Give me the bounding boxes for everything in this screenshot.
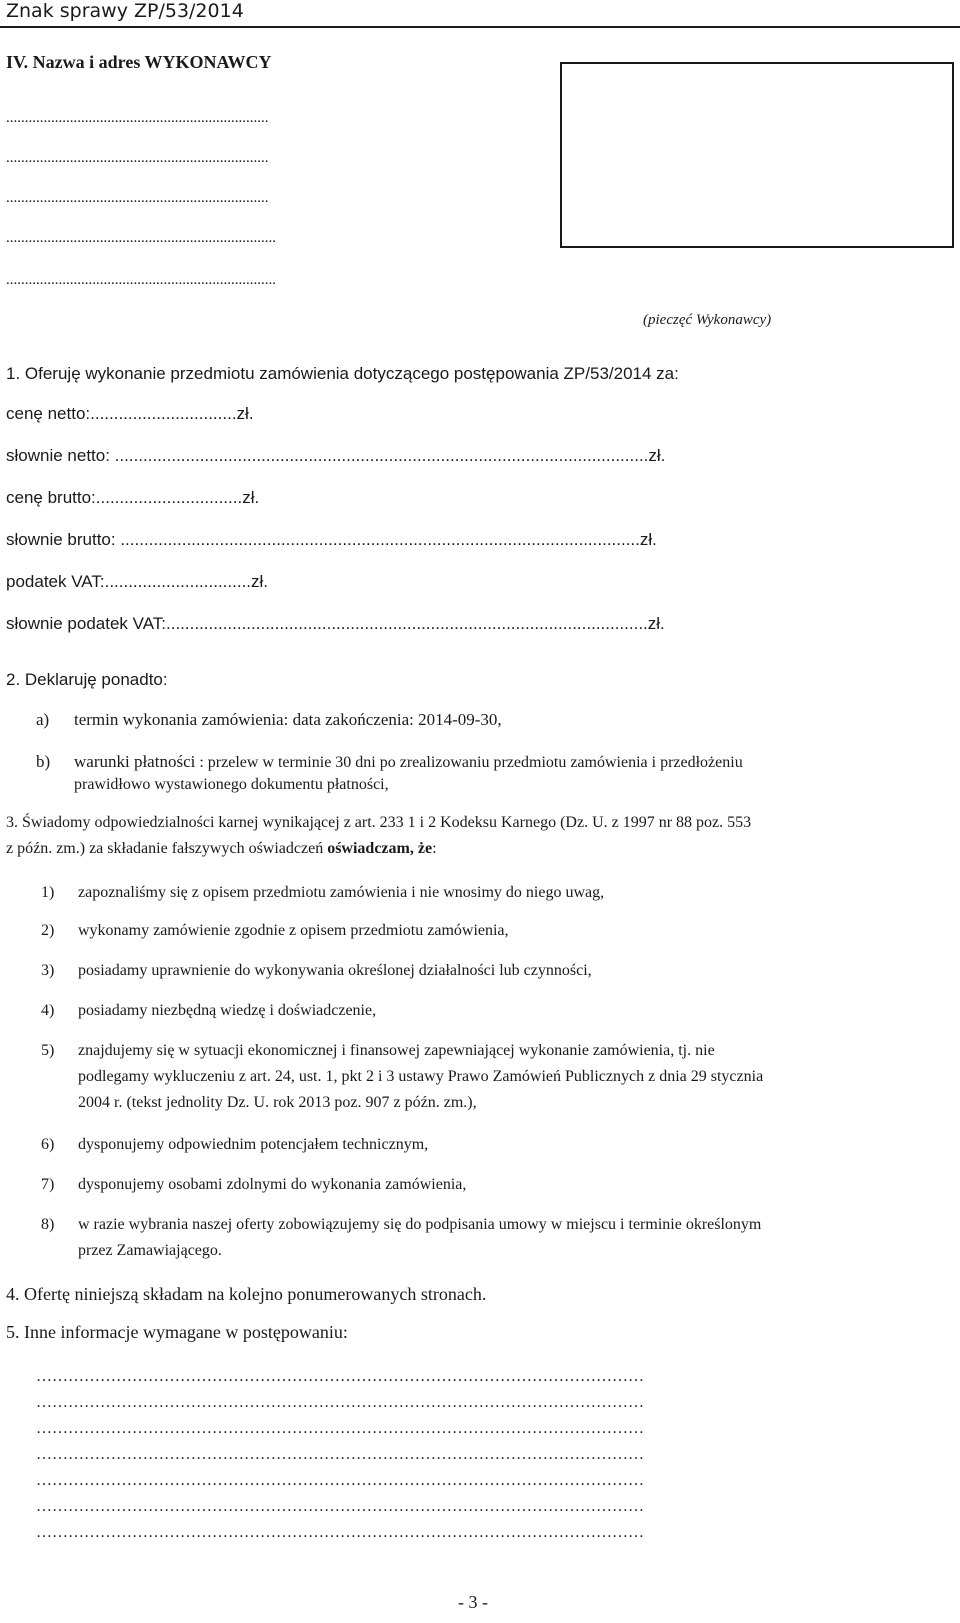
- statements-intro-start: z późn. zm.) za składanie fałszywych oświadczeń: [6, 840, 328, 857]
- address-line: ......................................................................: [6, 110, 269, 126]
- statement-number: 4): [41, 1002, 55, 1019]
- address-line: ........................................................................: [6, 272, 276, 288]
- gross-price-words: słownie brutto: ..............................................................................................................zł.: [6, 530, 657, 549]
- statement-text: dysponujemy osobami zdolnymi do wykonania zamówienia,: [78, 1176, 467, 1193]
- other-info-line: ……………………………………………………………………………………………………: [36, 1394, 644, 1411]
- statements-intro-continuation: [6, 840, 437, 858]
- statements-declare-bold: oświadczam, że: [327, 840, 433, 857]
- page-header: [0, 0, 960, 28]
- declaration-item-label: a): [36, 710, 50, 729]
- statement-number: 5): [41, 1042, 55, 1059]
- statement-text-continuation: 2004 r. (tekst jednolity Dz. U. rok 2013 poz. 907 z późn. zm.),: [78, 1094, 477, 1111]
- address-line: ......................................................................: [6, 190, 269, 206]
- statement-number: 8): [41, 1216, 55, 1233]
- other-info-line: ……………………………………………………………………………………………………: [36, 1524, 644, 1541]
- stamp-caption: (pieczęć Wykonawcy): [643, 312, 772, 328]
- statement-number: 7): [41, 1176, 55, 1193]
- page-number: - 3 -: [458, 1592, 488, 1612]
- contractor-stamp-box: [560, 62, 954, 248]
- statement-number: 1): [41, 884, 55, 901]
- payment-terms-detail: : przelew w terminie 30 dni po zrealizowaniu przedmiotu zamówienia i przedłożeniu: [195, 754, 743, 771]
- other-info-title: 5. Inne informacje wymagane w postępowaniu:: [6, 1322, 348, 1342]
- other-info-line: ……………………………………………………………………………………………………: [36, 1472, 644, 1489]
- statement-text: posiadamy niezbędną wiedzę i doświadczenie,: [78, 1002, 377, 1019]
- payment-terms-continuation: prawidłowo wystawionego dokumentu płatności,: [74, 776, 389, 793]
- payment-terms-text: [74, 752, 743, 772]
- gross-price: cenę brutto:...............................zł.: [6, 488, 260, 507]
- statements-intro-end: :: [432, 840, 437, 857]
- statement-number: 3): [41, 962, 55, 979]
- other-info-line: ……………………………………………………………………………………………………: [36, 1420, 644, 1437]
- statement-text: w razie wybrania naszej oferty zobowiązujemy się do podpisania umowy w miejscu i terminie określonym: [78, 1216, 762, 1233]
- vat-amount-words: słownie podatek VAT:......................................................................................................zł.: [6, 614, 665, 633]
- address-line: ......................................................................: [6, 150, 269, 166]
- other-info-line: ……………………………………………………………………………………………………: [36, 1368, 644, 1385]
- statement-text: dysponujemy odpowiednim potencjałem technicznym,: [78, 1136, 429, 1153]
- statement-text: znajdujemy się w sytuacji ekonomicznej i finansowej zapewniającej wykonanie zamówienia, tj. nie: [78, 1042, 715, 1059]
- statement-text: posiadamy uprawnienie do wykonywania określonej działalności lub czynności,: [78, 962, 592, 979]
- net-price-words: słownie netto: .................................................................................................................zł.: [6, 446, 666, 465]
- offer-intro: 1. Oferuję wykonanie przedmiotu zamówienia dotyczącego postępowania ZP/53/2014 za:: [6, 364, 679, 383]
- section-title-contractor: IV. Nazwa i adres WYKONAWCY: [6, 52, 272, 72]
- address-line: ........................................................................: [6, 230, 276, 246]
- completion-date-text: termin wykonania zamówienia: data zakończenia: 2014-09-30,: [74, 710, 502, 729]
- statement-text-continuation: przez Zamawiającego.: [78, 1242, 222, 1259]
- case-number: Znak sprawy ZP/53/2014: [6, 0, 244, 22]
- statement-number: 2): [41, 922, 55, 939]
- other-info-line: ……………………………………………………………………………………………………: [36, 1498, 644, 1515]
- vat-amount: podatek VAT:...............................zł.: [6, 572, 269, 591]
- other-info-line: ……………………………………………………………………………………………………: [36, 1446, 644, 1463]
- payment-terms-label: warunki płatności: [74, 752, 196, 771]
- statement-number: 6): [41, 1136, 55, 1153]
- pages-statement: 4. Ofertę niniejszą składam na kolejno ponumerowanych stronach.: [6, 1284, 487, 1304]
- declaration-title: 2. Deklaruję ponadto:: [6, 670, 168, 689]
- declaration-item-label: b): [36, 752, 51, 771]
- statements-intro: 3. Świadomy odpowiedzialności karnej wynikającej z art. 233 1 i 2 Kodeksu Karnego (Dz. U. z 1997 nr 88 poz. 553: [6, 814, 752, 831]
- statement-text: wykonamy zamówienie zgodnie z opisem przedmiotu zamówienia,: [78, 922, 509, 939]
- statement-text: zapoznaliśmy się z opisem przedmiotu zamówienia i nie wnosimy do niego uwag,: [78, 884, 605, 901]
- net-price: cenę netto:...............................zł.: [6, 404, 254, 423]
- statement-text-continuation: podlegamy wykluczeniu z art. 24, ust. 1, pkt 2 i 3 ustawy Prawo Zamówień Publicznych z dnia 29 stycznia: [78, 1068, 764, 1085]
